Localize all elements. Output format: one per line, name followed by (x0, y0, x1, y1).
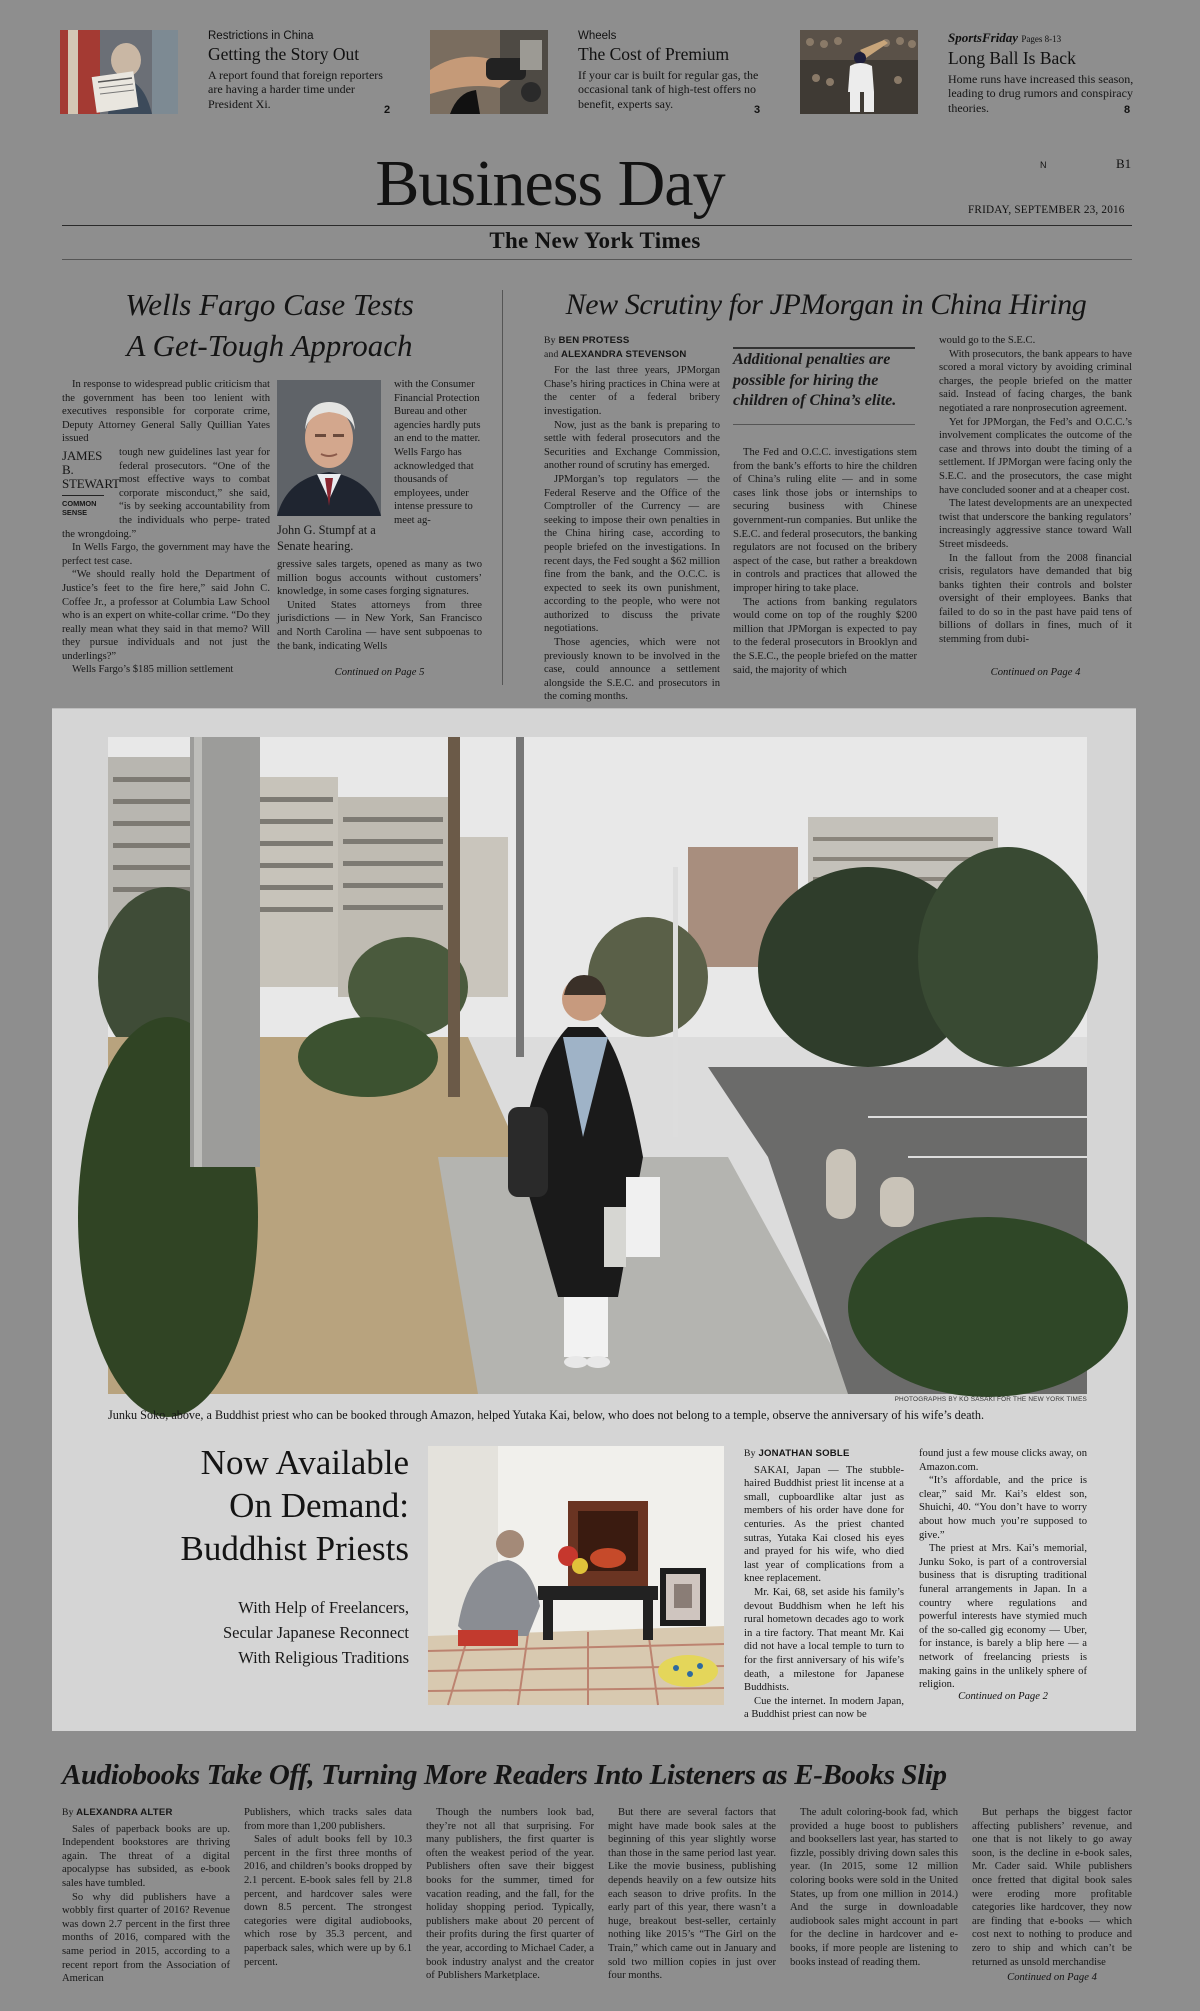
byline-by: By (544, 335, 556, 346)
paragraph: With prosecutors, the bank appears to have scored a moral victory by avoiding criminal charges, the people briefed on the matter said. Instead of facing charges, the bank negotiated a rare nonprosecution agreement. (939, 348, 1132, 414)
paragraph: United States attorneys from three jurisdictions — in New York, San Francisco and North Carolina — have sent subpoenas to the bank, indicating Wells (277, 599, 482, 652)
paragraph: For the last three years, JPMorgan Chase’s hiring practices in China were at the center of a federal bribery investigation. (544, 365, 720, 417)
paragraph: The Fed and O.C.C. investigations stem from the bank’s efforts to hire the children of China’s ruling elite — and in some cases link those jobs or internships to securing business with Chinese government-run companies. But unlike the S.E.C. and federal prosecutors, the banking regulators are not focused on the bribery aspect of the case, but rather a breakdown in controls and practices that allowed the improper hiring to take place. (733, 447, 917, 594)
issue-date: FRIDAY, SEPTEMBER 23, 2016 (968, 204, 1125, 216)
pullquote-rule (733, 424, 915, 425)
columnist-name (62, 447, 120, 491)
paragraph: gressive sales targets, opened as many as two million bogus accounts without customers’ knowledge, in some cases forging signatures. (277, 559, 482, 598)
dek-line: With Religious Traditions (238, 1648, 409, 1667)
continued-link[interactable]: Continued on Page 4 (990, 667, 1081, 678)
paragraph: Yet for JPMorgan, the Fed’s and O.C.C.’s involvement complicates the outcome of the case and throws into doubt the timing of a settlement. If JPMorgan were facing only the S.E.C. and the prosecutors, the case might have concluded sooner and at a cheaper cost. (939, 416, 1132, 496)
story-headline[interactable]: Audiobooks Take Off, Turning More Readers Into Listeners as E-Books Slip (62, 1759, 947, 1791)
byline-by: By (744, 1448, 756, 1459)
teaser-headline[interactable]: Getting the Story Out (208, 44, 360, 64)
teaser-dek: A report found that foreign reporters are having a harder time under President Xi. (208, 68, 383, 111)
teaser-wheels-photo (430, 30, 548, 114)
photo-caption: John G. Stumpf at a Senate hearing. (277, 523, 376, 553)
dek-line: Secular Japanese Reconnect (223, 1623, 409, 1642)
story-column (790, 1806, 958, 1986)
story-column (62, 1806, 230, 1986)
story-column (744, 1447, 904, 1721)
paragraph: The latest developments are an unexpected twist that underscore the banking regulators’ increasingly aggressive stance toward Wall Street misdeeds. (939, 498, 1132, 550)
teaser-dek: Home runs have increased this season, leading to drug rumors and conspiracy theories. (948, 72, 1134, 115)
newspaper-nameplate: The New York Times (489, 228, 701, 253)
paragraph: would go to the S.E.C. (939, 335, 1036, 346)
paragraph: In response to widespread public criticism that the government has been too lenient with executives responsible for corporate crime, Deputy Attorney General Sally Quillian Yates issued (62, 379, 270, 445)
teaser-sports-photo (800, 30, 918, 114)
paragraph: The priest at Mrs. Kai’s memorial, Junku Soko, is part of a controversial business that is disrupting traditional funeral arrangements in Japan. In a country where regulations and powerful interests have stymied much of the so-called gig economy — Uber, for instance, is barely a blip here — a network of freelancing priests is making gains in the unlikely sphere of religion. (919, 1543, 1087, 1691)
columnist-name-line: JAMES B. (62, 447, 103, 477)
byline-author[interactable]: BEN PROTESS (558, 335, 630, 346)
story-headline[interactable]: New Scrutiny for JPMorgan in China Hiring (565, 288, 1087, 321)
story-column (733, 446, 917, 680)
columnist-block (62, 447, 120, 517)
story-column (972, 1806, 1132, 1972)
pull-quote: Additional penalties are possible for hiring the children of China’s elite. (733, 351, 897, 409)
kai-altar-photo (428, 1446, 724, 1705)
teaser-kicker: Wheels (578, 30, 617, 42)
paragraph: The adult coloring-book fad, which provided a huge boost to publishers and booksellers last year, has started to fizzle, possibly driving down sales this year. (In 2015, some 12 million coloring books were sold in the United States, up from one million in 2014.) And the surge in downloadable audiobook sales might account in part for the decline in hardcover and e-books, if more people are listening to books instead of reading them. (790, 1807, 958, 1968)
teaser-dek: If your car is built for regular gas, the occasional tank of high-test offers no benefit, experts say. (578, 68, 759, 111)
story-column (277, 558, 482, 670)
page-number: B1 (1116, 156, 1132, 171)
story-column (426, 1806, 594, 1986)
teaser-kicker-section: SportsFriday (948, 30, 1019, 45)
continued-link[interactable]: Continued on Page 5 (334, 667, 425, 678)
byline (62, 1806, 230, 1820)
byline-author[interactable]: JONATHAN SOBLE (758, 1448, 850, 1459)
columnist-name-line: STEWART (62, 475, 120, 491)
teaser-china-photo (60, 30, 178, 114)
paragraph: But there are several factors that might have made book sales at the beginning of this year slightly worse than those in the same period last year. Like the movie business, publishing depends heavily on a few outsize hits each season to drive profits. In the early part of this year, there wasn’t a huge, breakout best-seller, certainly nothing like 2015’s “The Girl on the Train,” which came out in January and sold two million copies in just over four months. (608, 1807, 776, 1982)
headline-line: Wells Fargo Case Tests (125, 287, 414, 322)
paragraph-text: tough new guidelines last year for federal prosecutors. “One of the most effective ways to combat corporate misconduct,” she said, “is by seeking accountability from the individuals who perpe- (119, 446, 270, 526)
paragraph: Though the numbers look bad, they’re not all that surprising. For many publishers, the first quarter is often the weakest period of the year. Publishers often save their biggest books for the summer, timed for vacation reading, and the fall, for the holiday shopping period. Typically, publishers make about 20 percent of their profits during the first quarter of the year, according to Michael Cader, a book industry analyst and the creator of Publishers Marketplace. (426, 1807, 594, 1982)
paragraph: Mr. Kai, 68, set aside his family’s devout Buddhism when he left his rural hometown decades ago to work in a tire factory. That meant Mr. Kai did not have a local temple to turn to for the first anniversary of his wife’s death, a milestone for Japanese Buddhists. (744, 1586, 904, 1694)
story-column (608, 1806, 776, 1986)
paragraph: So why did publishers have a wobbly first quarter of 2016? Revenue was down 2.7 percent in the first three months of 2016, compared with the same period in 2015, according to a recent report from the Association of American (62, 1891, 230, 1985)
teaser-wheels[interactable] (430, 30, 770, 120)
paragraph: The actions from banking regulators would come on top of the roughly $200 million that JPMorgan is expected to pay to the federal prosecutors in Brooklyn and the S.E.C., the people briefed on the matter said, the majority of which (733, 596, 917, 676)
masthead-rule (62, 225, 1132, 226)
column-rule (502, 290, 503, 685)
story-headline[interactable] (62, 284, 477, 366)
paragraph: In the fallout from the 2008 financial crisis, regulators have demanded that big banks tighten their controls and bolster oversight of their employees. Banks that failed to do so in the past have paid tens of billions of dollars in fines, much of it stemming from dubi- (939, 552, 1132, 646)
column-label-line: SENSE (62, 507, 88, 517)
edition-mark: N (1040, 160, 1047, 170)
story-column (244, 1806, 412, 1986)
column-label (62, 499, 112, 517)
paragraph: SAKAI, Japan — The stubble-haired Buddhist priest lit incense at a small, cupboardlike altar just as members of his order have done for centuries. As the priest chanted sutras, Yutaka Kai closed his eyes and prayed for his wife, who died last year of complications from a knee replacement. (744, 1464, 904, 1585)
section-title: Business Day (375, 147, 725, 220)
photo-caption: Junku Soko, above, a Buddhist priest who can be booked through Amazon, helped Yutaka Kai, below, who does not belong to a temple, observe the anniversary of his wife’s death. (108, 1408, 985, 1422)
paragraph: JPMorgan’s top regulators — the Federal Reserve and the Office of the Comptroller of the Currency — are seeking to impose their own penalties in the China hiring case, according to people briefed on the investigations. In recent days, the Fed sought a $62 million fine from the bank, and the O.C.C. is expected to seek its own punishment, according to the people, who were not authorized to discuss the private negotiations. (544, 473, 720, 635)
column-label-line: COMMON (62, 498, 97, 508)
paragraph: found just a few mouse clicks away, on Amazon.com. (919, 1448, 1087, 1473)
teaser-headline[interactable]: Long Ball Is Back (948, 48, 1076, 68)
teaser-headline[interactable]: The Cost of Premium (578, 44, 730, 64)
headline-line: On Demand: (229, 1486, 409, 1525)
teaser-page-number: 2 (384, 104, 391, 116)
paragraph: “It’s affordable, and the price is clear,” said Mr. Kai’s eldest son, Shuichi, 40. “You don’t have to worry about how much you’re supposed to give.” (919, 1475, 1087, 1541)
headline-line: Now Available (200, 1443, 409, 1482)
teaser-kicker: Restrictions in China (208, 30, 314, 42)
continued-link[interactable]: Continued on Page 4 (1007, 1972, 1097, 1983)
priest-main-photo (108, 737, 1087, 1394)
story-column: with the Consumer Financial Protection Bureau and other agencies hardly puts an end to the matter. Wells Fargo has acknowledged that thousands of employees, under intense pressure to meet ag- (394, 379, 481, 526)
paragraph: Wells Fargo’s $185 million settlement (72, 664, 234, 676)
stumpf-photo (277, 380, 381, 516)
story-headline[interactable] (72, 1441, 409, 1570)
story-column (939, 334, 1132, 667)
headline-line: Buddhist Priests (180, 1529, 409, 1568)
paragraph: “We should really hold the Department of Justice’s feet to the fire here,” said John C. Coffee Jr., a professor at Columbia Law School who is an expert on white-collar crime. “Do they really mean what they said in that memo? Will they pursue individuals and not just the underlings?” (62, 569, 270, 662)
byline-by: By (62, 1807, 74, 1818)
teaser-kicker (948, 30, 1138, 46)
paragraph: Sales of paperback books are up. Independent bookstores are thriving again. The threat of a digital apocalypse has subsided, as e-book sales have tumbled. (62, 1823, 230, 1889)
story-dek (72, 1595, 409, 1670)
teaser-page-number: 8 (1124, 104, 1131, 116)
paragraph: In Wells Fargo, the government may have the perfect test case. (62, 542, 270, 567)
byline (744, 1447, 904, 1461)
paragraph: Now, just as the bank is preparing to settle with federal prosecutors and the Securities and Exchange Commission, another round of scrutiny has emerged. (544, 419, 720, 472)
masthead-rule-lower (62, 259, 1132, 260)
teaser-page-number: 3 (754, 104, 761, 116)
byline-and: and (544, 348, 559, 360)
paragraph: Cue the internet. In modern Japan, a Buddhist priest can now be (744, 1695, 904, 1721)
paragraph: Sales of adult books fell by 10.3 percent in the first three months of 2016, and children’s books dropped by 2.1 percent. E-book sales fell by 21.8 percent, and hardcover sales were down 8.5 percent. The strongest categories were digital audiobooks, which rose by 35.3 percent, and paperback sales, which were up by 6.1 percent. (244, 1834, 412, 1968)
byline (544, 334, 720, 361)
paragraph-text: trated the wrongdoing.” (62, 514, 270, 540)
paragraph: But perhaps the biggest factor affecting publishers’ revenue, and one that is not likely to go away soon, is the decline in e-book sales, Mr. Cader said. While publishers once fretted that digital book sales were eroding more profitable categories like hardcover, they now are finding that e-books — which cost next to nothing to produce and zero to ship and which can’t be returned as unsold merchandise (972, 1807, 1132, 1968)
story-column (919, 1447, 1087, 1691)
continued-link[interactable]: Continued on Page 2 (958, 1691, 1048, 1702)
teaser-kicker-pages: Pages 8-13 (1021, 34, 1062, 44)
byline-author[interactable]: ALEXANDRA STEVENSON (560, 348, 687, 360)
teaser-sports[interactable] (800, 30, 1140, 120)
teaser-china[interactable] (60, 30, 400, 120)
paragraph: Those agencies, which were not previously known to be involved in the case, could announce a settlement alongside the S.E.C. and prosecutors in the coming months. (544, 637, 720, 703)
paragraph: Publishers, which tracks sales data from more than 1,200 publishers. (244, 1807, 412, 1832)
byline-author[interactable]: ALEXANDRA ALTER (76, 1807, 173, 1818)
story-column (544, 334, 720, 703)
dek-line: With Help of Freelancers, (238, 1598, 409, 1617)
feature-box (52, 708, 1136, 1731)
headline-line: A Get-Tough Approach (126, 328, 413, 363)
pullquote-rule (733, 347, 915, 349)
story-column (62, 378, 270, 678)
columnist-rule (62, 495, 104, 496)
photo-credit: PHOTOGRAPHS BY KO SASAKI FOR THE NEW YORK TIMES (894, 1396, 1087, 1403)
